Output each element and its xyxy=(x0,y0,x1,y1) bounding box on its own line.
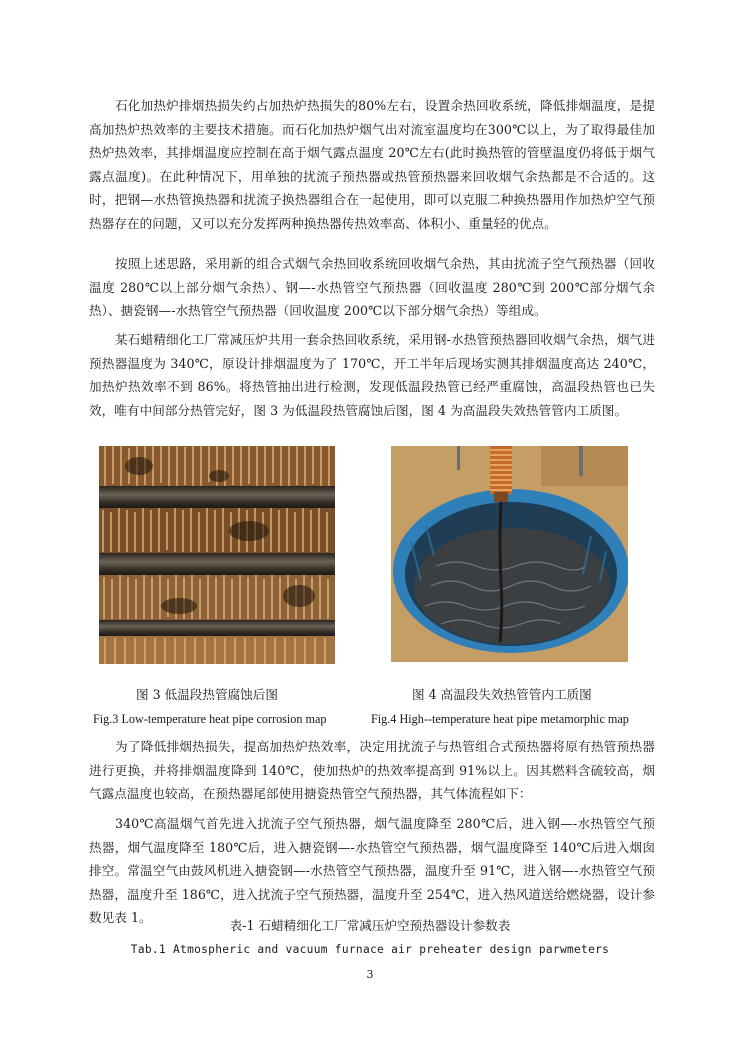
figure-4-caption-en: Fig.4 High--temperature heat pipe metamorphic map xyxy=(371,712,629,726)
page-number: 3 xyxy=(366,968,374,981)
paragraph-4: 为了降低排烟热损失，提高加热炉热效率，决定用扰流子与热管组合式预热器将原有热管预热器进行更换，并将排烟温度降到 140℃，使加热炉的热效率提高到 91%以上。因其燃料含硫较高，烟气露点温度也较高，在预热器尾部使用搪瓷热管空气预热器，其气体流程如下： xyxy=(89,739,655,801)
table-1-title-cn: 表-1 石蜡精细化工厂常减压炉空预热器设计参数表 xyxy=(229,918,511,933)
table-1-title-en: Tab.1 Atmospheric and vacuum furnace air preheater design parwmeters xyxy=(130,943,610,956)
paragraph-5: 340℃高温烟气首先进入扰流子空气预热器，烟气温度降至 280℃后，进入钢—-水热管空气预热器，烟气温度降至 180℃后，进入搪瓷钢—-水热管空气预热器，烟气温度降至 140℃后进入烟囱排空。常温空气由鼓风机进入搪瓷钢—-水热管空气预热器，温度升至 91℃，进入钢—-水热管空气预热器，温度升至 186℃，进入扰流子空气预热器，温度升至 254℃，进入热风道送给燃烧器，设计参数见表 1。 xyxy=(89,816,655,925)
paragraph-3: 某石蜡精细化工厂常减压炉共用一套余热回收系统，采用钢-水热管预热器回收烟气余热，烟气进预热器温度为 340℃，原设计排烟温度为了 170℃，开工半年后现场实测其排烟温度高达 240℃，加热炉热效率不到 86%。将热管抽出进行检测，发现低温段热管已经严重腐蚀，高温段热管也已失效，唯有中间部分热管完好，图 3 为低温段热管腐蚀后图，图 4 为高温段失效热管管内工质图。 xyxy=(89,332,655,418)
figure-3-caption-cn: 图 3 低温段热管腐蚀后图 xyxy=(136,687,278,702)
paragraph-1: 石化加热炉排烟热损失约占加热炉热损失的80%左右，设置余热回收系统，降低排烟温度，是提高加热炉热效率的主要技术措施。而石化加热炉烟气出对流室温度均在300℃以上，为了取得最佳加热炉热效率，其排烟温度应控制在高于烟气露点温度 20℃左右(此时换热管的管壁温度仍将低于烟气露点温度)。在此种情况下，用单独的扰流子预热器或热管预热器来回收烟气余热都是不合适的。这时，把钢—水热管换热器和扰流子换热器组合在一起使用，即可以克服二种换热器用作加热炉空气预热器存在的问题，又可以充分发挥两种换热器传热效率高、体积小、重量轻的优点。 xyxy=(89,98,655,231)
figure-4-heat-pipe-working-fluid xyxy=(391,446,628,662)
figure-4-caption-cn: 图 4 高温段失效热管管内工质图 xyxy=(412,687,592,702)
figure-3-corroded-heat-pipes xyxy=(99,446,335,664)
paragraph-2: 按照上述思路，采用新的组合式烟气余热回收系统回收烟气余热，其由扰流子空气预热器（回收温度 280℃以上部分烟气余热）、钢—-水热管空气预热器（回收温度 280℃到 200℃部分烟气余热）、搪瓷钢—-水热管空气预热器（回收温度 200℃以下部分烟气余热）等组成。 xyxy=(89,256,655,318)
figure-3-caption-en: Fig.3 Low-temperature heat pipe corrosion map xyxy=(93,712,327,726)
